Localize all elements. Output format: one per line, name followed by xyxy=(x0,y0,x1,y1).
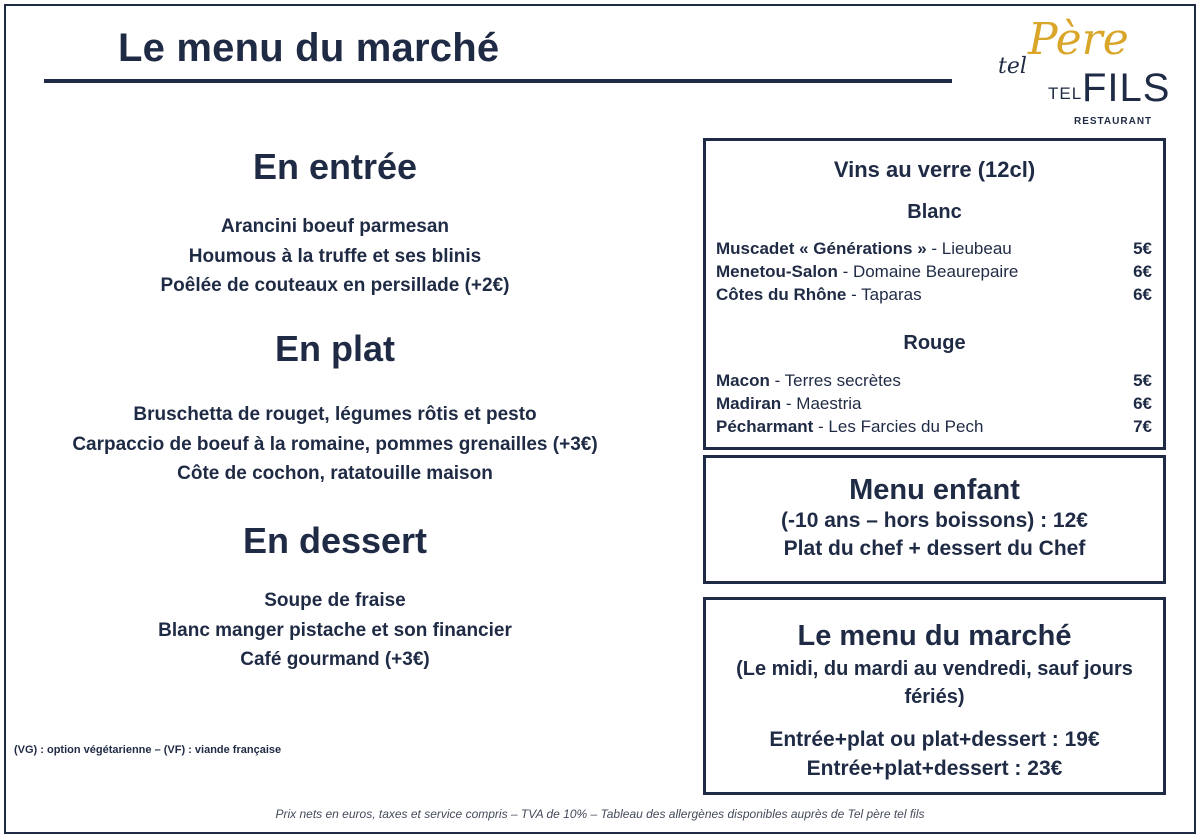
logo-restaurant: RESTAURANT xyxy=(1074,116,1153,127)
wines-by-glass-box xyxy=(703,138,1166,450)
wine-producer: - Maestria xyxy=(781,394,862,413)
title-underline xyxy=(44,79,952,83)
wine-row xyxy=(716,283,1152,306)
market-menu-title: Le menu du marché xyxy=(797,620,1072,652)
wine-producer: - Lieubeau xyxy=(926,239,1012,258)
wine-price: 7€ xyxy=(1133,417,1152,436)
red-wine-list xyxy=(716,369,1152,438)
wine-producer: - Terres secrètes xyxy=(769,371,901,390)
wine-price: 5€ xyxy=(1133,371,1152,390)
list-item: Poêlée de couteaux en persillade (+2€) xyxy=(160,275,510,296)
list-item: Soupe de fraise xyxy=(264,590,406,611)
kids-menu-content: Plat du chef + dessert du Chef xyxy=(783,537,1086,560)
kids-menu-title: Menu enfant xyxy=(849,474,1020,506)
white-wine-list xyxy=(716,237,1152,306)
dish-list xyxy=(30,212,640,301)
wine-row xyxy=(716,369,1152,392)
wine-row xyxy=(716,237,1152,260)
list-item: Café gourmand (+3€) xyxy=(240,649,430,670)
red-wine-heading: Rouge xyxy=(903,332,966,354)
section-heading: En dessert xyxy=(242,520,428,561)
wine-name: Côtes du Rhône xyxy=(716,285,847,304)
wine-price: 6€ xyxy=(1133,394,1152,413)
logo-tel-2: TEL xyxy=(1048,84,1083,103)
market-menu-conditions: (Le midi, du mardi au vendredi, sauf jours fériés) xyxy=(736,658,1133,708)
price-footnote: Prix nets en euros, taxes et service compris – TVA de 10% – Tableau des allergènes disponibles auprès de Tel père tel fils xyxy=(275,807,925,821)
wine-name: Madiran xyxy=(716,394,782,413)
wine-price: 6€ xyxy=(1133,285,1152,304)
list-item: Blanc manger pistache et son financier xyxy=(158,619,512,641)
wine-row xyxy=(716,392,1152,415)
white-wine-heading: Blanc xyxy=(907,201,962,223)
wine-row xyxy=(716,415,1152,438)
wine-name: Muscadet « Générations » xyxy=(716,239,927,258)
section-plat xyxy=(30,328,640,489)
section-entree xyxy=(30,146,640,301)
list-item: Carpaccio de boeuf à la romaine, pommes grenailles (+3€) xyxy=(72,433,598,455)
wine-name: Menetou-Salon xyxy=(716,262,838,281)
section-heading: En entrée xyxy=(252,146,418,187)
dish-list xyxy=(30,586,640,675)
diet-legend: (VG) : option végétarienne – (VF) : viande française xyxy=(14,744,282,756)
wine-producer: - Les Farcies du Pech xyxy=(813,417,984,436)
logo-pere: Père xyxy=(1028,14,1129,65)
wine-name: Macon xyxy=(716,371,770,390)
wines-title: Vins au verre (12cl) xyxy=(833,157,1036,182)
section-dessert xyxy=(30,520,640,675)
wine-producer: - Domaine Beaurepaire xyxy=(837,262,1019,281)
market-price-three-course: Entrée+plat+dessert : 23€ xyxy=(806,757,1063,780)
market-menu-box xyxy=(703,597,1166,795)
kids-menu-box xyxy=(703,455,1166,584)
wine-price: 5€ xyxy=(1133,239,1152,258)
dish-list xyxy=(30,400,640,489)
market-menu-prices xyxy=(706,725,1163,783)
page-title: Le menu du marché xyxy=(118,26,500,70)
list-item: Bruschetta de rouget, légumes rôtis et pesto xyxy=(133,404,537,425)
kids-menu-price: (-10 ans – hors boissons) : 12€ xyxy=(781,509,1088,532)
list-item: Houmous à la truffe et ses blinis xyxy=(188,245,482,267)
wine-price: 6€ xyxy=(1133,262,1152,281)
logo-fils: FILS xyxy=(1082,66,1171,110)
wine-producer: - Taparas xyxy=(846,285,922,304)
wine-row xyxy=(716,260,1152,283)
market-price-two-course: Entrée+plat ou plat+dessert : 19€ xyxy=(769,728,1100,751)
section-heading: En plat xyxy=(274,328,395,369)
restaurant-logo xyxy=(990,14,1170,134)
logo-tel-1: tel xyxy=(998,54,1027,79)
list-item: Arancini boeuf parmesan xyxy=(220,216,450,237)
wine-name: Pécharmant xyxy=(716,417,814,436)
list-item: Côte de cochon, ratatouille maison xyxy=(177,463,493,484)
